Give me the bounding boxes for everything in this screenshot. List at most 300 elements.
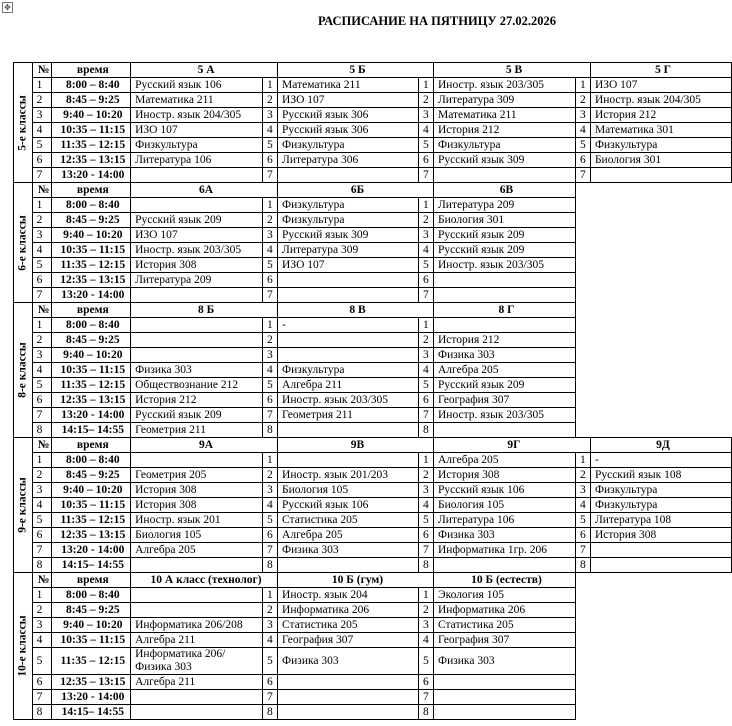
period-number: 1 xyxy=(263,78,278,93)
subject-cell: Иностр. язык 203/305 xyxy=(278,393,419,408)
period-number: 3 xyxy=(575,483,590,498)
subject-cell: Иностр. язык 203/305 xyxy=(434,78,576,93)
period-number: 3 xyxy=(419,483,434,498)
lesson-number: 7 xyxy=(32,408,51,423)
header-time: время xyxy=(51,303,131,318)
lesson-number: 8 xyxy=(32,705,51,720)
period-number: 4 xyxy=(419,123,434,138)
subject-cell: Литература 309 xyxy=(278,243,419,258)
subject-cell xyxy=(278,288,419,303)
subject-cell: ИЗО 107 xyxy=(278,258,419,273)
subject-cell: Физкультура xyxy=(131,138,263,153)
lesson-number: 7 xyxy=(32,690,51,705)
period-number: 1 xyxy=(263,453,278,468)
lesson-number: 8 xyxy=(32,558,51,573)
subject-cell xyxy=(434,318,576,333)
lesson-time: 12:35 – 13:15 xyxy=(51,675,131,690)
subject-cell xyxy=(278,423,419,438)
lesson-time: 8:45 – 9:25 xyxy=(51,603,131,618)
subject-cell: История 308 xyxy=(131,498,263,513)
class-header: 10 А класс (технолог) xyxy=(131,573,278,588)
period-number: 5 xyxy=(263,258,278,273)
lesson-number: 1 xyxy=(32,198,51,213)
subject-cell: Русский язык 209 xyxy=(434,228,576,243)
subject-cell xyxy=(131,558,263,573)
lesson-time: 14:15– 14:55 xyxy=(51,558,131,573)
lesson-number: 2 xyxy=(32,93,51,108)
lesson-row xyxy=(14,138,732,153)
lesson-number: 6 xyxy=(32,153,51,168)
header-number: № xyxy=(32,63,51,78)
lesson-number: 7 xyxy=(32,543,51,558)
period-number: 7 xyxy=(419,168,434,183)
lesson-row xyxy=(14,123,732,138)
header-number: № xyxy=(32,573,51,588)
period-number: 5 xyxy=(575,138,590,153)
period-number: 6 xyxy=(419,675,434,690)
lesson-row xyxy=(14,423,732,438)
period-number: 6 xyxy=(419,153,434,168)
subject-cell xyxy=(434,705,576,720)
subject-cell: Русский язык 309 xyxy=(434,153,576,168)
subject-cell: Иностр. язык 203/305 xyxy=(434,408,576,423)
lesson-row xyxy=(14,633,732,648)
lesson-time: 11:35 – 12:15 xyxy=(51,648,131,675)
header-time: время xyxy=(51,573,131,588)
lesson-row xyxy=(14,408,732,423)
subject-cell: Математика 301 xyxy=(590,123,731,138)
subject-cell: Русский язык 106 xyxy=(278,498,419,513)
period-number: 7 xyxy=(263,288,278,303)
table-move-handle-icon[interactable]: ✥ xyxy=(2,2,13,13)
grade-group-label-text: 6-е классы xyxy=(16,214,29,271)
subject-cell: Биология 105 xyxy=(278,483,419,498)
subject-cell: Алгебра 211 xyxy=(278,378,419,393)
lesson-row xyxy=(14,618,732,633)
subject-cell: Иностр. язык 204/305 xyxy=(590,93,731,108)
subject-cell: История 308 xyxy=(590,528,731,543)
lesson-number: 3 xyxy=(32,483,51,498)
subject-cell: Физкультура xyxy=(434,138,576,153)
lesson-row xyxy=(14,468,732,483)
lesson-row xyxy=(14,528,732,543)
subject-cell: Русский язык 209 xyxy=(434,378,576,393)
class-header: 8 В xyxy=(278,303,434,318)
subject-cell: Русский язык 106 xyxy=(131,78,263,93)
lesson-number: 4 xyxy=(32,243,51,258)
subject-cell: История 308 xyxy=(131,258,263,273)
lesson-number: 6 xyxy=(32,528,51,543)
header-number: № xyxy=(32,303,51,318)
period-number: 3 xyxy=(263,228,278,243)
lesson-number: 5 xyxy=(32,138,51,153)
lesson-number: 4 xyxy=(32,363,51,378)
subject-cell: Физкультура xyxy=(278,363,419,378)
subject-cell xyxy=(131,168,263,183)
subject-cell: - xyxy=(590,453,731,468)
subject-cell: Математика 211 xyxy=(278,78,419,93)
lesson-time: 8:00 – 8:40 xyxy=(51,588,131,603)
period-number: 2 xyxy=(263,93,278,108)
lesson-number: 6 xyxy=(32,393,51,408)
period-number: 1 xyxy=(419,198,434,213)
period-number: 2 xyxy=(419,213,434,228)
lesson-time: 11:35 – 12:15 xyxy=(51,138,131,153)
period-number: 1 xyxy=(263,318,278,333)
lesson-time: 10:35 – 11:15 xyxy=(51,633,131,648)
lesson-number: 5 xyxy=(32,378,51,393)
lesson-number: 5 xyxy=(32,258,51,273)
header-time: время xyxy=(51,438,131,453)
lesson-time: 8:00 – 8:40 xyxy=(51,318,131,333)
subject-cell: Физика 303 xyxy=(434,648,576,675)
period-number: 2 xyxy=(263,213,278,228)
subject-cell: Информатика 206 xyxy=(434,603,576,618)
lesson-number: 3 xyxy=(32,108,51,123)
subject-cell xyxy=(590,168,731,183)
lesson-time: 10:35 – 11:15 xyxy=(51,243,131,258)
period-number: 7 xyxy=(575,168,590,183)
period-number: 4 xyxy=(263,498,278,513)
period-number: 1 xyxy=(419,78,434,93)
lesson-time: 8:45 – 9:25 xyxy=(51,468,131,483)
subject-cell: История 308 xyxy=(434,468,576,483)
lesson-row xyxy=(14,588,732,603)
schedule-table xyxy=(13,62,732,720)
subject-cell: Литература 309 xyxy=(434,93,576,108)
lesson-row xyxy=(14,273,732,288)
page-title: РАСПИСАНИЕ НА ПЯТНИЦУ 27.02.2026 xyxy=(318,14,556,28)
lesson-time: 8:45 – 9:25 xyxy=(51,333,131,348)
subject-cell xyxy=(131,318,263,333)
subject-cell: Биология 301 xyxy=(590,153,731,168)
period-number: 4 xyxy=(419,633,434,648)
period-number: 4 xyxy=(419,243,434,258)
subject-cell: География 307 xyxy=(434,393,576,408)
lesson-number: 5 xyxy=(32,513,51,528)
lesson-time: 11:35 – 12:15 xyxy=(51,378,131,393)
subject-cell: Русский язык 306 xyxy=(278,108,419,123)
period-number: 3 xyxy=(263,483,278,498)
header-time: время xyxy=(51,183,131,198)
grade-group-label xyxy=(14,438,33,573)
lesson-time: 13:20 - 14:00 xyxy=(51,543,131,558)
period-number: 6 xyxy=(419,393,434,408)
lesson-row xyxy=(14,393,732,408)
class-header: 9Д xyxy=(590,438,731,453)
grade-group-label xyxy=(14,183,33,303)
lesson-number: 2 xyxy=(32,468,51,483)
subject-cell: Физкультура xyxy=(278,198,419,213)
subject-cell xyxy=(278,675,419,690)
subject-cell: ИЗО 107 xyxy=(131,228,263,243)
subject-cell: Физкультура xyxy=(278,213,419,228)
subject-cell xyxy=(131,603,263,618)
subject-cell: ИЗО 107 xyxy=(278,93,419,108)
period-number: 7 xyxy=(419,408,434,423)
grade-group-label-text: 9-е классы xyxy=(16,477,29,533)
lesson-time: 12:35 – 13:15 xyxy=(51,393,131,408)
subject-cell: Алгебра 211 xyxy=(131,633,263,648)
subject-cell xyxy=(434,288,576,303)
subject-cell xyxy=(131,348,263,363)
grade-group-label xyxy=(14,573,33,720)
subject-cell: Алгебра 205 xyxy=(278,528,419,543)
subject-cell xyxy=(590,543,731,558)
lesson-row xyxy=(14,153,732,168)
subject-cell xyxy=(434,690,576,705)
subject-cell: Алгебра 205 xyxy=(434,453,576,468)
period-number: 6 xyxy=(419,273,434,288)
period-number: 1 xyxy=(575,453,590,468)
subject-cell: Обществознание 212 xyxy=(131,378,263,393)
period-number: 6 xyxy=(575,153,590,168)
subject-cell: Литература 209 xyxy=(434,198,576,213)
header-time: время xyxy=(51,63,131,78)
period-number: 5 xyxy=(263,378,278,393)
lesson-row xyxy=(14,333,732,348)
grade-group-label-text: 8-е классы xyxy=(16,342,29,398)
period-number: 5 xyxy=(419,258,434,273)
period-number: 1 xyxy=(263,198,278,213)
subject-cell: Геометрия 211 xyxy=(131,423,263,438)
period-number: 1 xyxy=(419,588,434,603)
period-number: 8 xyxy=(263,423,278,438)
class-header: 6Б xyxy=(278,183,434,198)
subject-cell: Экология 105 xyxy=(434,588,576,603)
subject-cell: Литература 106 xyxy=(434,513,576,528)
subject-cell xyxy=(434,675,576,690)
period-number: 4 xyxy=(575,123,590,138)
class-header: 5 Г xyxy=(590,63,731,78)
subject-cell: Биология 105 xyxy=(434,498,576,513)
subject-cell xyxy=(590,558,731,573)
lesson-number: 8 xyxy=(32,423,51,438)
subject-cell: Иностр. язык 204/305 xyxy=(131,108,263,123)
period-number: 2 xyxy=(575,93,590,108)
period-number: 7 xyxy=(419,690,434,705)
period-number: 5 xyxy=(263,648,278,675)
grade-group-label-text: 10-е классы xyxy=(16,615,29,677)
subject-cell xyxy=(434,558,576,573)
period-number: 4 xyxy=(263,243,278,258)
class-header: 9А xyxy=(131,438,278,453)
lesson-time: 8:00 – 8:40 xyxy=(51,453,131,468)
period-number: 7 xyxy=(419,543,434,558)
period-number: 2 xyxy=(263,468,278,483)
subject-cell xyxy=(131,198,263,213)
period-number: 3 xyxy=(419,618,434,633)
class-header: 10 Б (естеств) xyxy=(434,573,576,588)
period-number: 2 xyxy=(419,468,434,483)
lesson-row xyxy=(14,213,732,228)
lesson-time: 13:20 - 14:00 xyxy=(51,168,131,183)
subject-cell: Биология 301 xyxy=(434,213,576,228)
lesson-row xyxy=(14,483,732,498)
class-header: 5 А xyxy=(131,63,278,78)
lesson-time: 9:40 – 10:20 xyxy=(51,483,131,498)
subject-cell: Физкультура xyxy=(590,498,731,513)
subject-cell: Физкультура xyxy=(278,138,419,153)
lesson-row xyxy=(14,318,732,333)
lesson-row xyxy=(14,93,732,108)
subject-cell: Русский язык 306 xyxy=(278,123,419,138)
lesson-time: 13:20 - 14:00 xyxy=(51,690,131,705)
subject-cell xyxy=(131,333,263,348)
period-number: 7 xyxy=(263,543,278,558)
period-number: 6 xyxy=(419,528,434,543)
lesson-number: 1 xyxy=(32,318,51,333)
period-number: 3 xyxy=(419,228,434,243)
lesson-time: 12:35 – 13:15 xyxy=(51,528,131,543)
grade-group-label xyxy=(14,303,33,438)
lesson-time: 14:15– 14:55 xyxy=(51,423,131,438)
lesson-time: 13:20 - 14:00 xyxy=(51,408,131,423)
subject-cell: Физкультура xyxy=(590,483,731,498)
subject-cell: Статистика 205 xyxy=(278,618,419,633)
subject-cell: Иностр. язык 203/305 xyxy=(131,243,263,258)
period-number: 7 xyxy=(419,288,434,303)
lesson-time: 14:15– 14:55 xyxy=(51,705,131,720)
lesson-row xyxy=(14,690,732,705)
period-number: 6 xyxy=(263,273,278,288)
period-number: 5 xyxy=(419,378,434,393)
period-number: 2 xyxy=(263,333,278,348)
subject-cell xyxy=(434,168,576,183)
lesson-time: 9:40 – 10:20 xyxy=(51,348,131,363)
lesson-time: 10:35 – 11:15 xyxy=(51,498,131,513)
period-number: 5 xyxy=(575,513,590,528)
subject-cell xyxy=(434,423,576,438)
lesson-row xyxy=(14,258,732,273)
lesson-time: 9:40 – 10:20 xyxy=(51,228,131,243)
class-header: 8 Г xyxy=(434,303,576,318)
lesson-row xyxy=(14,108,732,123)
lesson-row xyxy=(14,543,732,558)
period-number: 2 xyxy=(419,93,434,108)
subject-cell: ИЗО 107 xyxy=(131,123,263,138)
subject-cell xyxy=(278,273,419,288)
period-number: 3 xyxy=(263,348,278,363)
lesson-time: 9:40 – 10:20 xyxy=(51,108,131,123)
subject-cell: Русский язык 209 xyxy=(434,243,576,258)
period-number: 8 xyxy=(263,558,278,573)
lesson-number: 4 xyxy=(32,123,51,138)
subject-cell: Геометрия 205 xyxy=(131,468,263,483)
period-number: 4 xyxy=(263,633,278,648)
lesson-time: 12:35 – 13:15 xyxy=(51,273,131,288)
lesson-row xyxy=(14,513,732,528)
period-number: 8 xyxy=(575,558,590,573)
period-number: 8 xyxy=(419,558,434,573)
subject-cell: История 308 xyxy=(131,483,263,498)
subject-cell: Иностр. язык 201/203 xyxy=(278,468,419,483)
lesson-number: 3 xyxy=(32,618,51,633)
period-number: 2 xyxy=(419,333,434,348)
subject-cell: Русский язык 209 xyxy=(131,213,263,228)
lesson-row xyxy=(14,705,732,720)
subject-cell: История 212 xyxy=(434,333,576,348)
period-number: 4 xyxy=(575,498,590,513)
lesson-time: 8:00 – 8:40 xyxy=(51,198,131,213)
lesson-row xyxy=(14,348,732,363)
lesson-number: 6 xyxy=(32,675,51,690)
period-number: 4 xyxy=(263,123,278,138)
group-header-row xyxy=(14,303,732,318)
subject-cell: Иностр. язык 201 xyxy=(131,513,263,528)
subject-cell xyxy=(131,690,263,705)
subject-cell: Информатика 1гр. 206 xyxy=(434,543,576,558)
lesson-row xyxy=(14,603,732,618)
subject-cell: География 307 xyxy=(434,633,576,648)
subject-cell: Русский язык 209 xyxy=(131,408,263,423)
subject-cell: Русский язык 108 xyxy=(590,468,731,483)
subject-cell xyxy=(278,348,419,363)
period-number: 3 xyxy=(419,108,434,123)
subject-cell: Информатика 206/ Физика 303 xyxy=(131,648,263,675)
period-number: 3 xyxy=(419,348,434,363)
lesson-number: 6 xyxy=(32,273,51,288)
period-number: 7 xyxy=(263,690,278,705)
lesson-time: 8:45 – 9:25 xyxy=(51,93,131,108)
lesson-number: 2 xyxy=(32,333,51,348)
group-header-row xyxy=(14,438,732,453)
subject-cell: История 212 xyxy=(131,393,263,408)
lesson-row xyxy=(14,648,732,675)
header-number: № xyxy=(32,438,51,453)
lesson-number: 2 xyxy=(32,603,51,618)
lesson-number: 5 xyxy=(32,648,51,675)
subject-cell: Математика 211 xyxy=(131,93,263,108)
period-number: 5 xyxy=(419,648,434,675)
subject-cell: Геометрия 211 xyxy=(278,408,419,423)
subject-cell xyxy=(131,288,263,303)
lesson-time: 9:40 – 10:20 xyxy=(51,618,131,633)
period-number: 1 xyxy=(419,453,434,468)
lesson-row xyxy=(14,498,732,513)
subject-cell xyxy=(278,453,419,468)
period-number: 2 xyxy=(575,468,590,483)
subject-cell: Литература 209 xyxy=(131,273,263,288)
lesson-time: 10:35 – 11:15 xyxy=(51,363,131,378)
class-header: 10 Б (гум) xyxy=(278,573,434,588)
subject-cell: Физика 303 xyxy=(278,543,419,558)
period-number: 3 xyxy=(263,108,278,123)
period-number: 7 xyxy=(575,543,590,558)
subject-cell: Математика 211 xyxy=(434,108,576,123)
period-number: 5 xyxy=(419,513,434,528)
subject-cell xyxy=(131,588,263,603)
subject-cell: Физкультура xyxy=(590,138,731,153)
lesson-row xyxy=(14,228,732,243)
subject-cell: - xyxy=(278,318,419,333)
lesson-number: 1 xyxy=(32,78,51,93)
subject-cell xyxy=(434,273,576,288)
class-header: 5 Б xyxy=(278,63,434,78)
period-number: 6 xyxy=(575,528,590,543)
subject-cell: История 212 xyxy=(434,123,576,138)
class-header: 5 В xyxy=(434,63,591,78)
lesson-row xyxy=(14,558,732,573)
subject-cell: Алгебра 205 xyxy=(131,543,263,558)
grade-group-label-text: 5-е классы xyxy=(16,94,29,151)
subject-cell xyxy=(131,705,263,720)
lesson-row xyxy=(14,78,732,93)
period-number: 3 xyxy=(575,108,590,123)
schedule xyxy=(13,62,732,720)
subject-cell: Биология 105 xyxy=(131,528,263,543)
period-number: 4 xyxy=(419,363,434,378)
